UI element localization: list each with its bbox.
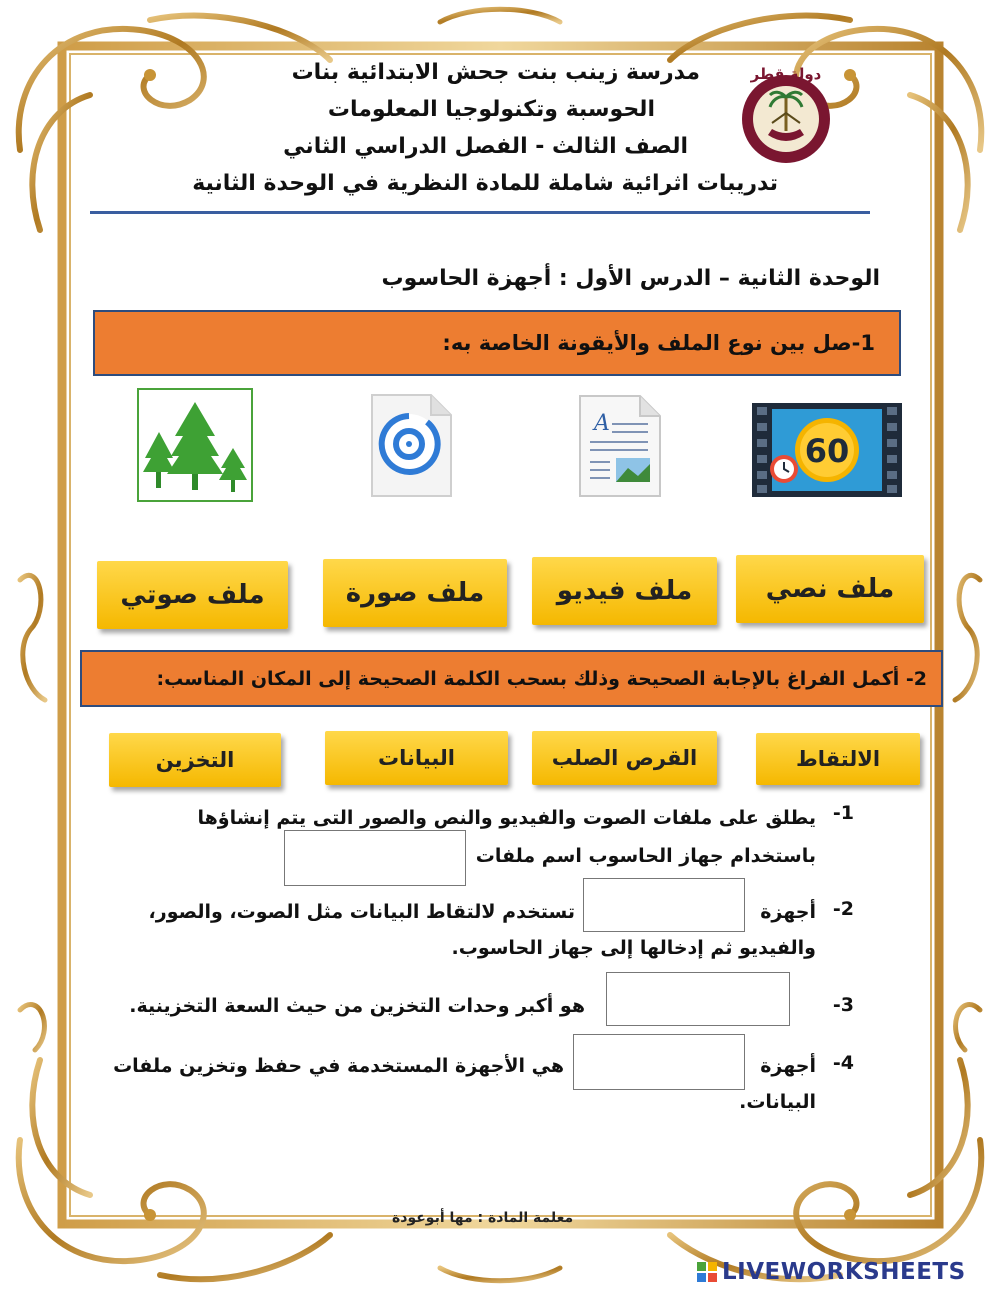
section1-instruction-text: 1-صل بين نوع الملف والأيقونة الخاصة به: <box>442 331 875 355</box>
image-file-icon[interactable] <box>137 388 253 502</box>
q4-after: هي الأجهزة المستخدمة في حفظ وتخزين ملفات <box>113 1055 564 1077</box>
video-file-icon[interactable] <box>752 403 902 497</box>
header-divider <box>90 211 870 214</box>
q4-line2: البيانات. <box>739 1091 816 1113</box>
section1-instruction <box>93 310 901 376</box>
word-data[interactable]: البيانات <box>325 731 508 785</box>
word-storage[interactable]: التخزين <box>109 733 281 787</box>
word-capture[interactable]: الالتقاط <box>756 733 920 785</box>
q2-drop-box[interactable] <box>583 878 745 932</box>
q4-drop-box[interactable] <box>573 1034 745 1090</box>
video-icon-number: 60 <box>804 432 850 470</box>
q2-before: أجهزة <box>760 901 816 923</box>
text-document-icon[interactable] <box>576 392 664 500</box>
document-icon-letter: A <box>594 411 610 436</box>
school-name: مدرسة زينب بنت جحش الابتدائية بنات <box>291 60 700 85</box>
q3-after: هو أكبر وحدات التخزين من حيث السعة التخزينية. <box>129 995 585 1017</box>
q2-line2: والفيديو ثم إدخالها إلى جهاز الحاسوب. <box>451 937 816 959</box>
choice-text-file[interactable]: ملف نصي <box>736 555 924 623</box>
logo-top-text: دولة قطر <box>750 65 822 83</box>
liveworksheets-logo-icon <box>696 1261 718 1283</box>
liveworksheets-brand[interactable] <box>696 1259 966 1285</box>
q2-after: تستخدم لالتقاط البيانات مثل الصوت، والصور، <box>148 901 575 923</box>
qatar-ministry-logo <box>730 65 842 167</box>
choice-audio-file[interactable]: ملف صوتي <box>97 561 288 629</box>
subject-name: الحوسبة وتكنولوجيا المعلومات <box>327 97 655 122</box>
audio-file-icon[interactable] <box>369 392 455 500</box>
word-hard-disk[interactable]: القرص الصلب <box>532 731 717 785</box>
choice-image-file[interactable]: ملف صورة <box>323 559 507 627</box>
lesson-title: الوحدة الثانية – الدرس الأول : أجهزة الحاسوب <box>381 266 880 291</box>
q3-number: -3 <box>832 994 854 1016</box>
q1-line1: يطلق على ملفات الصوت والفيديو والنص والصور التى يتم إنشاؤها <box>197 807 816 829</box>
q3-drop-box[interactable] <box>606 972 790 1026</box>
worksheet-title: تدريبات اثرائية شاملة للمادة النظرية في الوحدة الثانية <box>192 171 778 196</box>
choice-video-file[interactable]: ملف فيديو <box>532 557 717 625</box>
q4-before: أجهزة <box>760 1055 816 1077</box>
section2-instruction-text: 2- أكمل الفراغ بالإجابة الصحيحة وذلك بسحب الكلمة الصحيحة إلى المكان المناسب: <box>156 667 927 690</box>
grade-term: الصف الثالث - الفصل الدراسي الثاني <box>283 134 688 159</box>
q4-number: -4 <box>832 1052 854 1074</box>
q1-line2: باستخدام جهاز الحاسوب اسم ملفات <box>475 845 816 867</box>
q1-drop-box[interactable] <box>284 830 466 886</box>
section2-instruction <box>80 650 943 707</box>
q1-number: -1 <box>832 802 854 824</box>
q2-number: -2 <box>832 898 854 920</box>
brand-text: LIVEWORKSHEETS <box>722 1259 966 1285</box>
teacher-credit: معلمة المادة : مها أبوعودة <box>392 1210 574 1226</box>
